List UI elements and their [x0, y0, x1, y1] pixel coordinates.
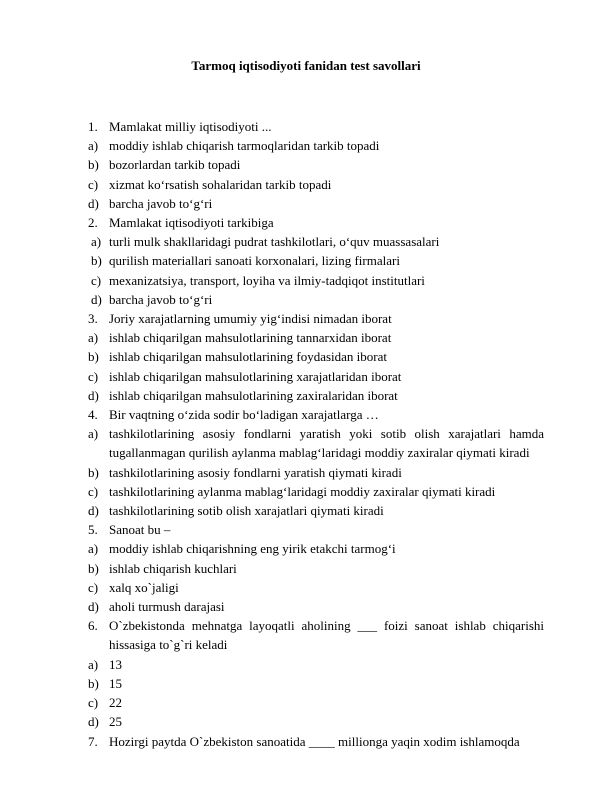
option-text: qurilish materiallari sanoati korxonalari, lizing firmalari — [109, 253, 400, 269]
option-letter: a) — [88, 426, 99, 442]
question-number: 7. — [88, 733, 98, 749]
answer-option — [88, 693, 544, 712]
option-letter: b) — [91, 253, 102, 269]
question-text: O`zbekistonda mehnatga layoqatli aholining ___ foizi sanoat ishlab chiqarishi hissasiga to`g`ri keladi — [109, 618, 544, 653]
answer-option — [88, 712, 544, 731]
option-text: ishlab chiqarilgan mahsulotlarining zaxiralaridan iborat — [109, 387, 398, 403]
option-text: moddiy ishlab chiqarishning eng yirik etakchi tarmog‘i — [109, 541, 396, 557]
option-letter: a) — [88, 541, 99, 557]
option-letter: a) — [88, 138, 99, 154]
answer-option — [88, 271, 544, 290]
option-text: 15 — [109, 675, 122, 691]
option-letter: b) — [88, 560, 99, 576]
question-6 — [88, 616, 544, 654]
answer-option — [88, 232, 544, 251]
question-number: 2. — [88, 215, 98, 231]
option-text: aholi turmush darajasi — [109, 599, 225, 615]
answer-option — [88, 136, 544, 155]
option-letter: c) — [91, 272, 102, 288]
answer-option — [88, 175, 544, 194]
option-text: tashkilotlarining asosiy fondlarni yaratish yoki sotib olish xarajatlari hamda tugallanmagan qurilish aylanma mablag‘laridagi moddiy zaxiralar qiymati kiradi — [109, 426, 544, 461]
answer-option — [88, 347, 544, 366]
page-title: Tarmoq iqtisodiyoti fanidan test savollari — [191, 58, 421, 73]
answer-option — [88, 559, 544, 578]
question-1 — [88, 117, 544, 136]
answer-option — [88, 367, 544, 386]
option-text: moddiy ishlab chiqarish tarmoqlaridan tarkib topadi — [109, 138, 380, 154]
option-letter: c) — [88, 176, 99, 192]
answer-option — [88, 501, 544, 520]
option-text: 22 — [109, 695, 122, 711]
answer-option — [88, 463, 544, 482]
question-number: 3. — [88, 311, 98, 327]
question-2 — [88, 213, 544, 232]
question-number: 1. — [88, 119, 98, 134]
option-text: tashkilotlarining asosiy fondlarni yaratish qiymati kiradi — [109, 464, 402, 480]
question-3 — [88, 309, 544, 328]
answer-option — [88, 251, 544, 270]
question-number: 4. — [88, 407, 98, 423]
option-letter: d) — [88, 599, 99, 615]
option-letter: c) — [88, 579, 99, 595]
question-text: Joriy xarajatlarning umumiy yig‘indisi nimadan iborat — [109, 311, 392, 327]
answer-option — [88, 328, 544, 347]
question-7 — [88, 732, 544, 751]
question-text: Mamlakat milliy iqtisodiyoti ... — [109, 119, 272, 134]
question-4 — [88, 405, 544, 424]
option-text: mexanizatsiya, transport, loyiha va ilmiy-tadqiqot institutlari — [109, 272, 425, 288]
question-5 — [88, 520, 544, 539]
answer-option — [88, 597, 544, 616]
option-letter: d) — [91, 291, 102, 307]
option-letter: d) — [88, 503, 99, 519]
question-text: Mamlakat iqtisodiyoti tarkibiga — [109, 215, 274, 231]
answer-option — [88, 655, 544, 674]
option-letter: b) — [88, 675, 99, 691]
answer-option — [88, 194, 544, 213]
option-text: tashkilotlarining aylanma mablag‘laridagi moddiy zaxiralar qiymati kiradi — [109, 483, 496, 499]
option-letter: d) — [88, 387, 99, 403]
option-text: xizmat ko‘rsatish sohalaridan tarkib topadi — [109, 176, 332, 192]
question-text: Hozirgi paytda O`zbekiston sanoatida ____ millionga yaqin xodim ishlamoqda — [109, 733, 520, 749]
option-letter: a) — [88, 330, 99, 346]
option-letter: a) — [91, 234, 102, 250]
option-text: ishlab chiqarilgan mahsulotlarining foydasidan iborat — [109, 349, 387, 365]
question-text: Sanoat bu – — [109, 522, 171, 538]
option-letter: a) — [88, 656, 99, 672]
answer-option — [88, 386, 544, 405]
answer-option — [88, 539, 544, 558]
answer-option — [88, 482, 544, 501]
option-letter: c) — [88, 368, 99, 384]
answer-option — [88, 155, 544, 174]
option-text: turli mulk shakllaridagi pudrat tashkilotlari, o‘quv muassasalari — [109, 234, 440, 250]
question-number: 6. — [88, 618, 98, 634]
option-text: ishlab chiqarish kuchlari — [109, 560, 237, 576]
option-letter: c) — [88, 483, 99, 499]
option-text: tashkilotlarining sotib olish xarajatlari qiymati kiradi — [109, 503, 384, 519]
answer-option — [88, 424, 544, 462]
option-text: barcha javob to‘g‘ri — [109, 291, 213, 307]
question-text: Bir vaqtning o‘zida sodir bo‘ladigan xarajatlarga … — [109, 407, 379, 423]
option-letter: b) — [88, 157, 99, 173]
option-letter: b) — [88, 349, 99, 365]
option-letter: c) — [88, 695, 99, 711]
question-number: 5. — [88, 522, 98, 538]
option-text: ishlab chiqarilgan mahsulotlarining xarajatlaridan iborat — [109, 368, 402, 384]
option-letter: d) — [88, 714, 99, 730]
option-text: 25 — [109, 714, 122, 730]
answer-option — [88, 290, 544, 309]
option-letter: b) — [88, 464, 99, 480]
option-text: bozorlardan tarkib topadi — [109, 157, 241, 173]
option-text: ishlab chiqarilgan mahsulotlarining tannarxidan iborat — [109, 330, 392, 346]
option-text: barcha javob to‘g‘ri — [109, 195, 213, 211]
option-text: xalq xo`jaligi — [109, 579, 179, 595]
answer-option — [88, 578, 544, 597]
answer-option — [88, 674, 544, 693]
option-text: 13 — [109, 656, 122, 672]
option-letter: d) — [88, 195, 99, 211]
question-list — [88, 117, 544, 751]
